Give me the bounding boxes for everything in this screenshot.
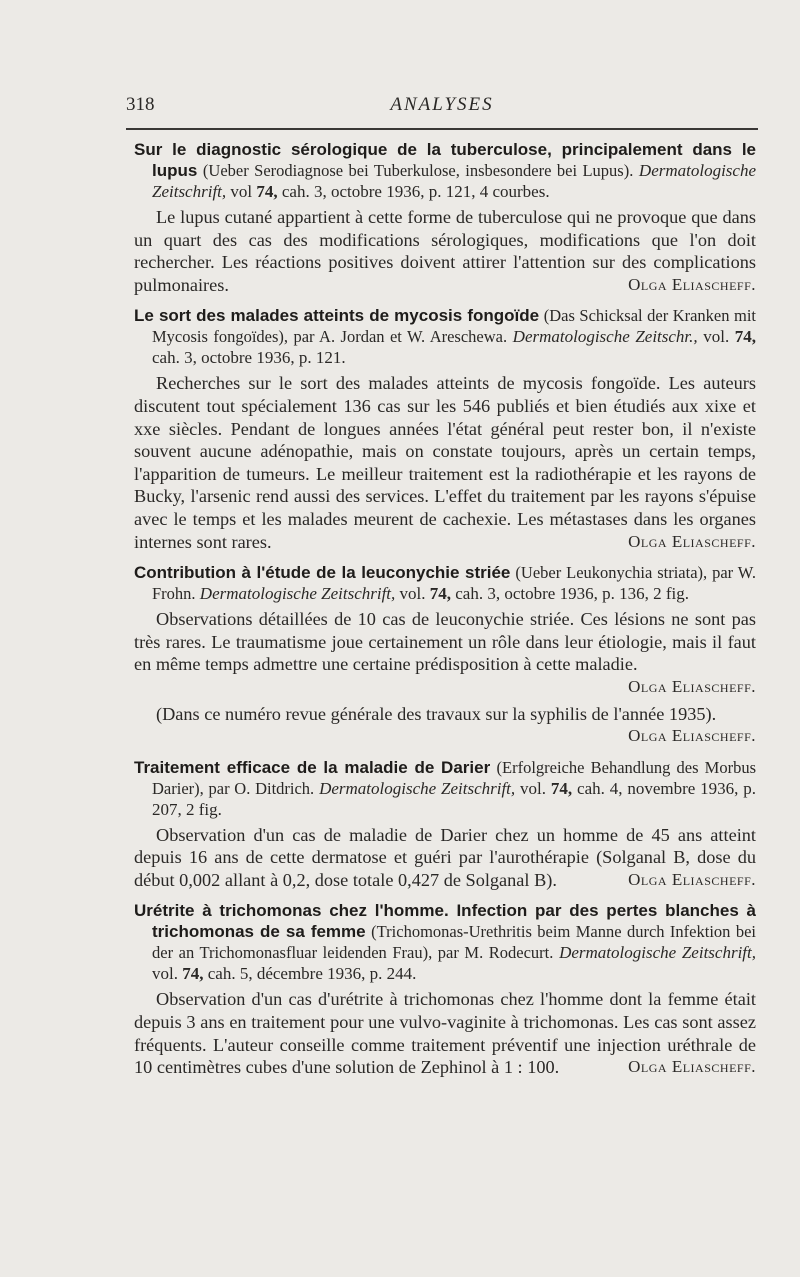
entry-title: Le sort des malades atteints de mycosis fongoïde [134,306,540,326]
entry-reference [134,900,756,984]
entry-volume: 74, [182,964,204,984]
entry-journal: Dermatologische Zeitschrift, [559,943,756,963]
entry-volume: 74, [734,327,757,347]
running-title: ANALYSES [390,94,494,115]
entry-reference [134,757,756,820]
entry-title: Sur le diagnostic sérologique de la tuberculose, principalement dans le lupus [134,140,756,180]
entry-details: cah. 4, novembre 1936, p. 207, 2 fig. [152,778,757,819]
entry-signature: Olga Eliascheff. [628,531,756,551]
entry-details: cah. 3, octobre 1936, p. 136, 2 fig. [455,584,689,604]
entry-signature: Olga Eliascheff. [628,676,756,696]
entry-details: cah. 3, octobre 1936, p. 121. [152,348,346,368]
entry-title: Contribution à l'étude de la leuconychie striée [134,563,511,583]
entry-reference [134,139,756,202]
entry-details: cah. 3, octobre 1936, p. 121, 4 courbes. [281,182,550,201]
entry-vol-prefix: vol [230,182,253,201]
entry-subtitle: (Ueber Serodiagnose bei Tuberkulose, insbesondere bei Lupus). [202,161,634,180]
entry-vol-prefix: vol. [399,584,426,604]
entry-body-text: Observations détaillées de 10 cas de leuconychie striée. Ces lésions ne sont pas très rares. Le traumatisme joue certainement un rôle dans leur étiologie, mais il faut en même temps admettre une certaine prédisposition à cette maladie. [134,609,756,675]
entry-title: Urétrite à trichomonas chez l'homme. Infection par des pertes blanches à trichomonas de sa femme [134,901,756,942]
page-header [126,94,758,122]
entry-body-text: Recherches sur le sort des malades atteints de mycosis fongoïde. Les auteurs discutent tout spécialement 136 cas sur les 546 publiés et bien étudiés aux xixe et xxe siècles. Pendant de longues années l'état général peut rester bon, il n'existe souvent aucune adénopathie, mais on constate toujours, après un certain temps, l'apparition de tumeurs. Le meilleur traitement est la radiothérapie et les rayons de Bucky, l'arsenic rend aussi des services. L'effet du traitement par les rayons s'épuise avec le temps et les malades meurent de cachexie. Les métastases dans les organes internes sont rares. [134,373,756,552]
entry-journal: Dermatologische Zeitschrift, [199,584,396,604]
entry-body [134,988,756,1078]
entry-subtitle: (Ueber Leukonychia striata), par W. Frohn. [152,563,756,604]
entry-vol-prefix: vol. [703,327,730,347]
entry-body-text: Le lupus cutané appartient à cette forme de tuberculose qui ne provoque que dans un quart des cas des modifications sérologiques, modifications que l'on doit rechercher. Les réactions positives doivent attirer l'attention sur des complications pulmonaires. [134,207,756,295]
entry-journal: Dermatologische Zeitschrift, [152,161,757,201]
entry-body [134,372,756,553]
entry-signature: Olga Eliascheff. [628,1057,756,1077]
entry-details: cah. 5, décembre 1936, p. 244. [207,964,417,984]
entry-note [134,703,756,746]
analysis-entry [134,562,756,748]
analysis-entry [134,305,756,553]
entry-body-text: Observation d'un cas d'urétrite à trichomonas chez l'homme dont la femme était depuis 3 ans en traitement pour une vulvo-vaginite à trichomonas. Les cas sont assez fréquents. L'auteur conseille comme traitement préventif une injection uréthrale de 10 centimètres cubes d'une solution de Zephinol à 1 : 100. [134,989,756,1078]
entry-note-signature: Olga Eliascheff. [628,726,756,746]
entry-signature: Olga Eliascheff. [628,274,756,294]
entry-signature: Olga Eliascheff. [628,869,756,889]
entry-volume: 74, [429,584,452,604]
header-rule [126,128,758,130]
entry-subtitle: (Erfolgreiche Behandlung des Morbus Darier), par O. Ditdrich. [152,757,757,798]
entry-subtitle: (Das Schicksal der Kranken mit Mycosis fongoïdes), par A. Jordan et W. Areschewa. [152,306,757,347]
entry-vol-prefix: vol. [152,964,178,984]
entry-body-text: Observation d'un cas de maladie de Darier chez un homme de 45 ans atteint depuis 16 ans de cette dermatose et guéri par l'aurothérapie (Solganal B, dose du début 0,002 allant à 0,2, dose totale 0,427 de Solganal B). [134,824,756,890]
analysis-entry [134,900,756,1078]
entry-vol-prefix: vol. [520,778,547,798]
entry-reference [134,562,756,604]
entry-body [134,608,756,696]
entry-volume: 74, [256,182,278,201]
entry-title: Traitement efficace de la maladie de Darier [134,757,491,777]
entry-journal: Dermatologische Zeitschrift, [319,778,516,798]
page-number: 318 [126,94,155,115]
analyses-content [134,139,756,1088]
entry-subtitle: (Trichomonas-Urethritis beim Manne durch Infektion bei der an Trichomonasfluar leidenden Frau), par M. Rodecurt. [152,922,756,963]
entry-body [134,824,756,892]
entry-note-text: (Dans ce numéro revue générale des travaux sur la syphilis de l'année 1935). [156,703,717,724]
analysis-entry [134,757,756,892]
analysis-entry [134,139,756,296]
entry-journal: Dermatologische Zeitschr., [512,327,698,347]
entry-reference [134,305,756,368]
entry-body [134,206,756,296]
entry-volume: 74, [550,778,573,798]
